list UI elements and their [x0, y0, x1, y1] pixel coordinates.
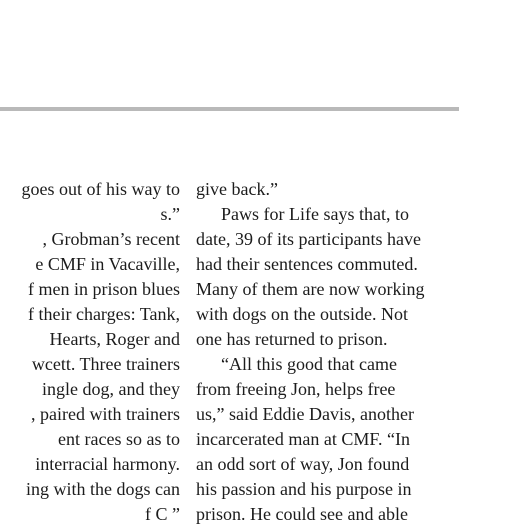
- left-line-11: ent races so as to: [58, 429, 180, 449]
- left-line-14: f C ”: [145, 504, 180, 524]
- right-line-3: date, 39 of its participants have: [196, 229, 421, 249]
- right-text-column: [196, 177, 460, 527]
- left-line-2: s.”: [160, 204, 180, 224]
- left-line-13: ing with the dogs can: [26, 479, 180, 499]
- right-line-7: one has returned to prison.: [196, 329, 388, 349]
- left-line-10: , paired with trainers: [31, 404, 180, 424]
- right-line-6: with dogs on the outside. Not: [196, 304, 408, 324]
- left-line-5: f men in prison blues: [28, 279, 180, 299]
- left-line-3: , Grobman’s recent: [42, 229, 180, 249]
- right-line-10: us,” said Eddie Davis, another: [196, 404, 414, 424]
- left-line-9: ingle dog, and they: [42, 379, 180, 399]
- horizontal-divider: [0, 107, 459, 111]
- left-text-column: [0, 177, 180, 527]
- left-line-8: wcett. Three trainers: [31, 354, 180, 374]
- right-line-12: an odd sort of way, Jon found: [196, 454, 410, 474]
- right-line-2: Paws for Life says that, to: [221, 204, 409, 224]
- right-line-1: give back.”: [196, 179, 278, 199]
- left-line-6: f their charges: Tank,: [27, 304, 180, 324]
- left-line-1: goes out of his way to: [21, 179, 180, 199]
- right-line-8: “All this good that came: [221, 354, 397, 374]
- right-line-5: Many of them are now working: [196, 279, 425, 299]
- left-line-4: e CMF in Vacaville,: [35, 254, 180, 274]
- right-line-11: incarcerated man at CMF. “In: [196, 429, 410, 449]
- right-line-14: prison. He could see and able: [196, 504, 408, 524]
- right-line-4: had their sentences commuted.: [196, 254, 418, 274]
- right-line-9: from freeing Jon, helps free: [196, 379, 396, 399]
- left-line-7: Hearts, Roger and: [49, 329, 180, 349]
- left-line-12: interracial harmony.: [35, 454, 180, 474]
- right-line-13: his passion and his purpose in: [196, 479, 412, 499]
